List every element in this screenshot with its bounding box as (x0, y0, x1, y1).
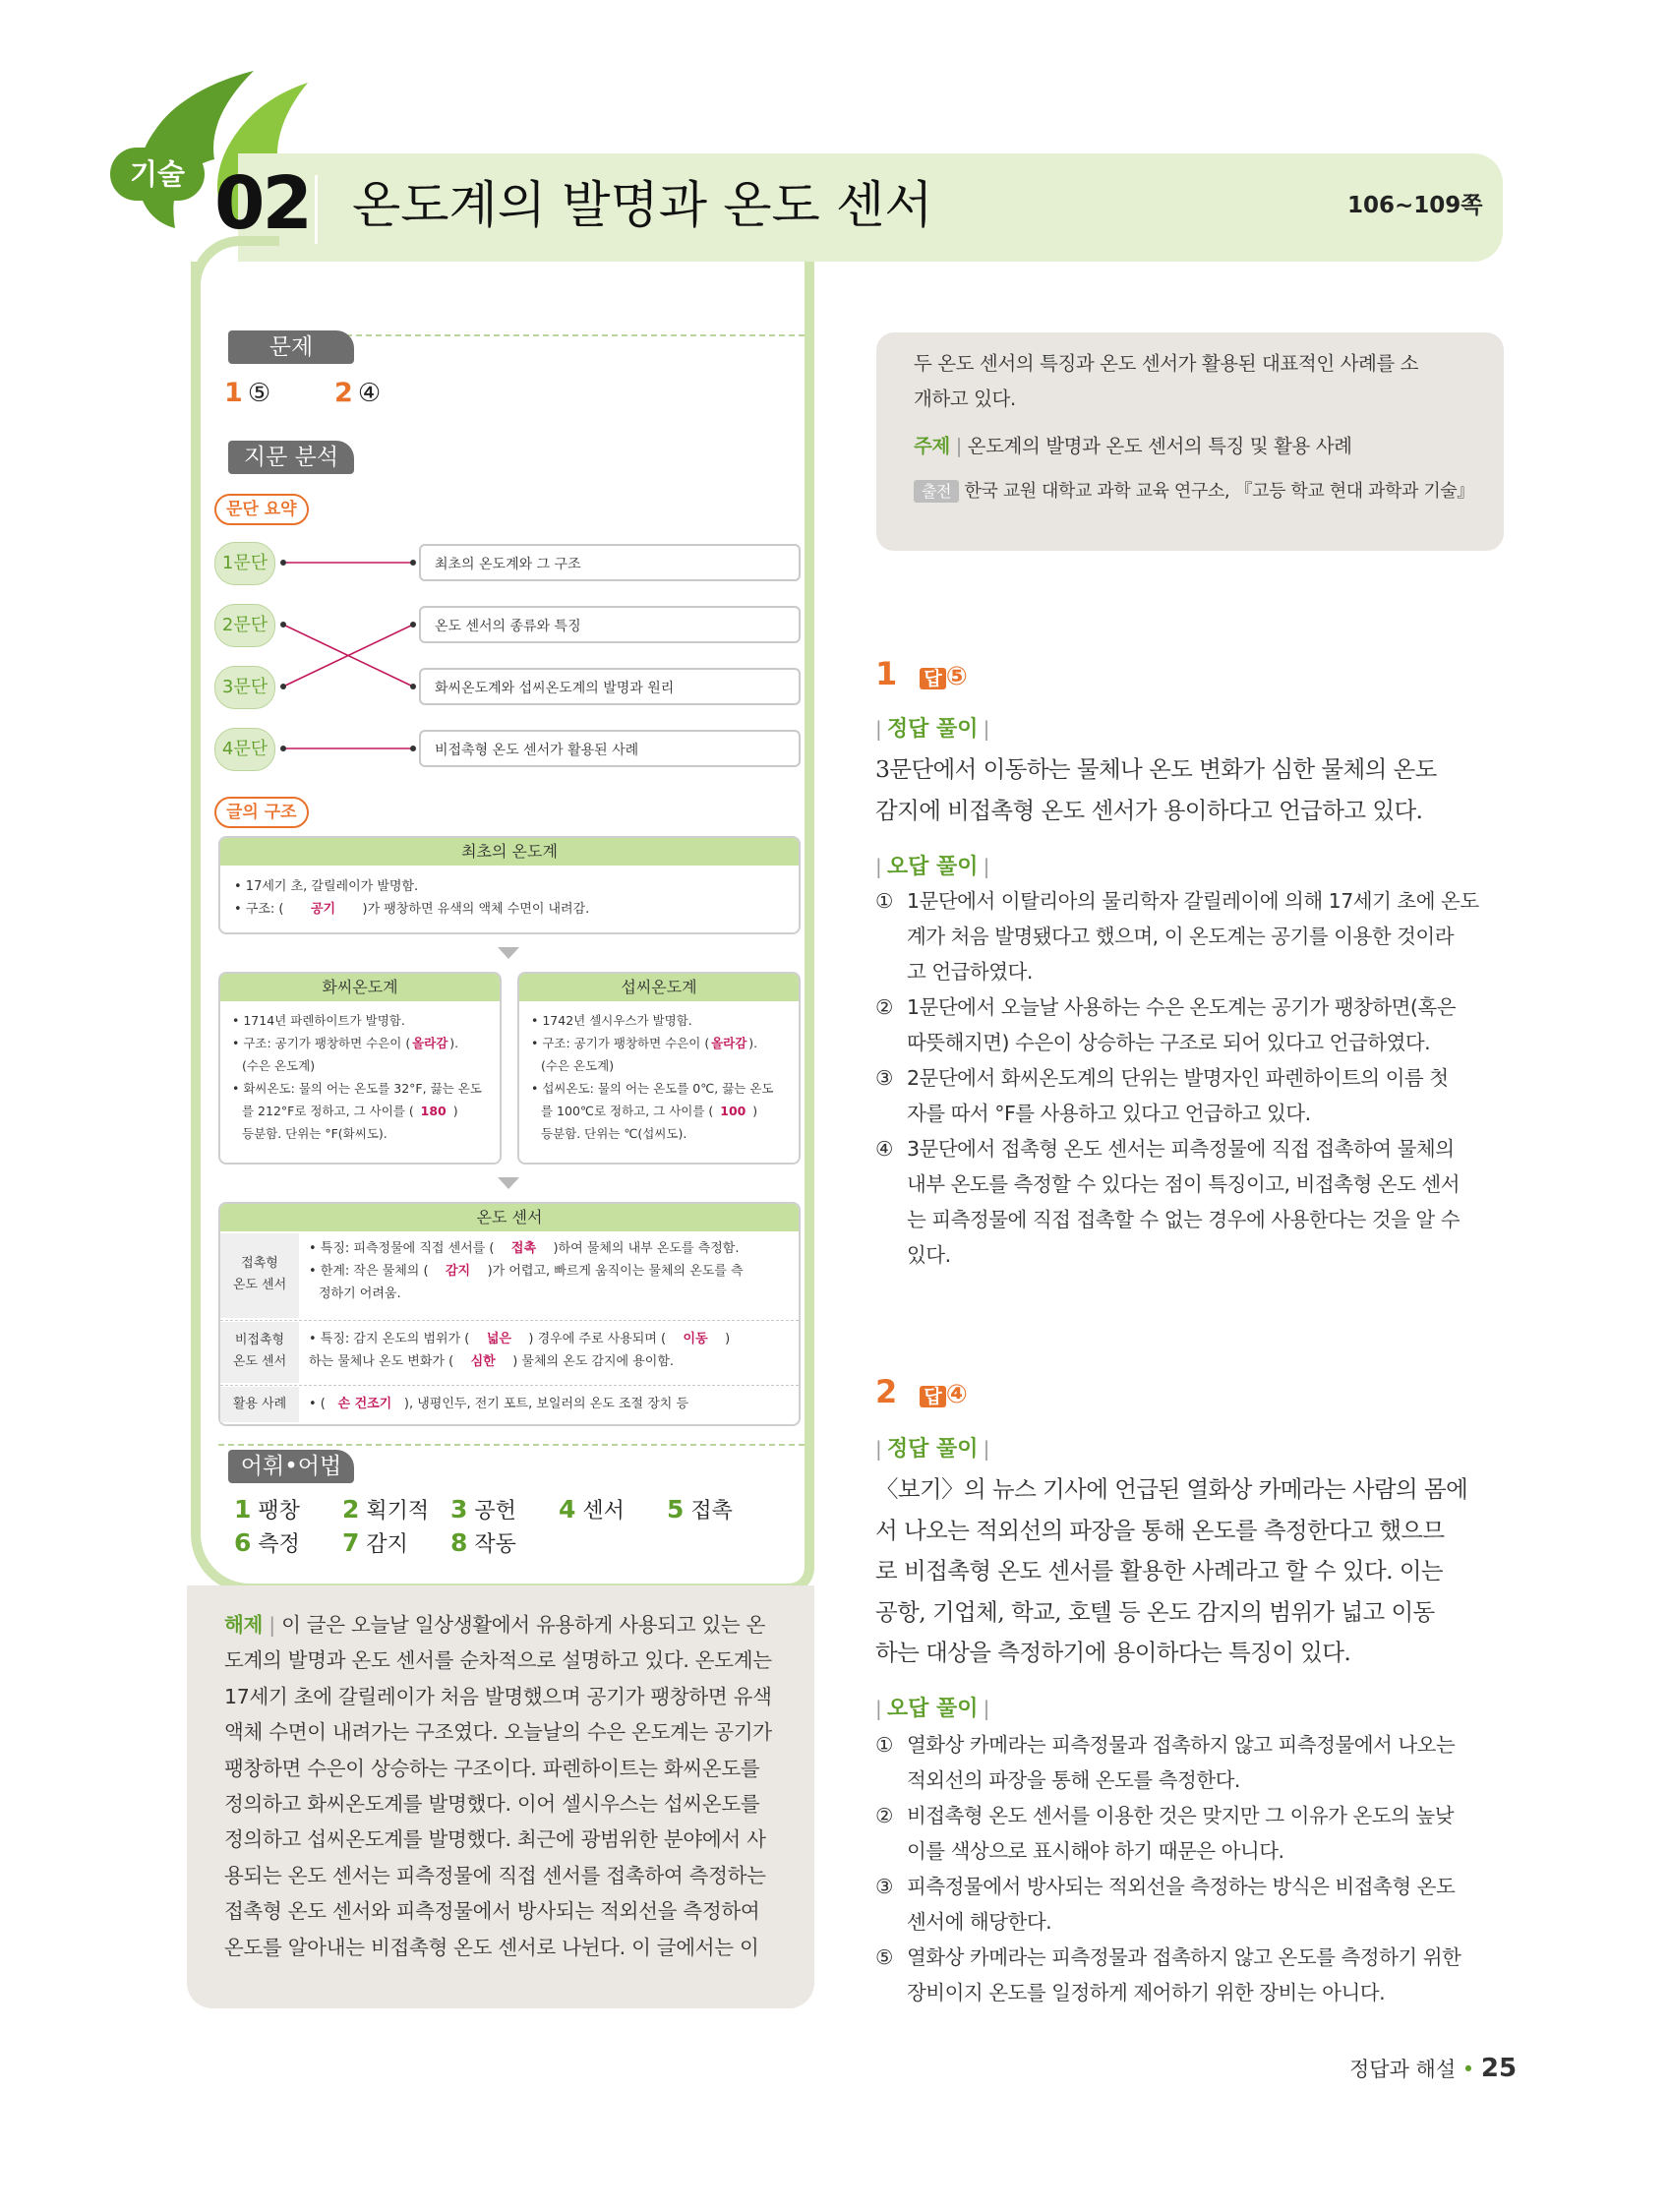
vocab-item: 6 측정 (234, 1528, 300, 1557)
page-title: 온도계의 발명과 온도 센서 (352, 177, 933, 235)
summary-1: 최초의 온도계와 그 구조 (419, 544, 801, 581)
problem-label: 문제 (228, 330, 354, 364)
q2-correct-text: 〈보기〉의 뉴스 기사에 언급된 열화상 카메라는 사람의 몸에 서 나오는 적외선의 파장을 통해 온도를 측정한다고 했으므 로 비접촉형 온도 센서를 활용한 사례라고 할 수 있다. 이는 공항, 기업체, 학교, 호텔 등 온도 감지의 범위가 넓고 이동 하는 대상을 측정하기에 용이하다는 특징이 있다. (875, 1475, 1468, 1666)
q1-header: 1 답 ⑤ (875, 655, 968, 692)
first-thermometer-title: 최초의 온도계 (220, 838, 799, 866)
vocab-item: 2 획기적 (342, 1495, 430, 1524)
vocab-item: 8 작동 (450, 1528, 516, 1557)
contact-sensor-desc: • 특징: 피측정물에 직접 센서를 ( 접촉 )하여 물체의 내부 온도를 측정함. • 한계: 작은 물체의 ( 감지 )가 어렵고, 빠르게 움직이는 물체의 온도를 측 정하기 어려움. (309, 1241, 744, 1301)
sensor-title: 온도 센서 (220, 1204, 799, 1231)
fahrenheit-line: 를 212°F로 정하고, 그 사이를 ( 180 ) (242, 1104, 458, 1118)
q1-wrong-heading: | 오답 풀이 | (875, 855, 990, 879)
summary-line: 액체 수면이 내려가는 구조였다. 오늘날의 수은 온도계는 공기가 (224, 1720, 772, 1745)
vocab-item: 3 공헌 (450, 1495, 516, 1524)
connector-lines (275, 541, 423, 777)
theme-box-line: 두 온도 센서의 특징과 온도 센서가 활용된 대표적인 사례를 소 (914, 352, 1419, 375)
theme-box (876, 332, 1504, 551)
q1-option: ① 1문단에서 이탈리아의 물리학자 갈릴레이에 의해 17세기 초에 온도 계가 처음 발명됐다고 했으며, 이 온도계는 공기를 이용한 것이라 고 언급하였다. (875, 889, 1479, 984)
summary-line: 팽창하면 수은이 상승하는 구조이다. 파렌하이트는 화씨온도를 (224, 1756, 760, 1780)
contact-sensor-label: 접촉형 온도 센서 (220, 1233, 299, 1318)
usage-desc: • ( 손 건조기 ), 냉평인두, 전기 포트, 보일러의 온도 조절 장치 등 (309, 1397, 689, 1411)
summary-line: 해제 | 이 글은 오늘날 일상생활에서 유용하게 사용되고 있는 온 (224, 1613, 766, 1637)
summary-line: 도계의 발명과 온도 센서를 순차적으로 설명하고 있다. 온도계는 (224, 1648, 772, 1673)
q2-option: ③ 피측정물에서 방사되는 적외선을 측정하는 방식은 비접촉형 온도 센서에 해당한다. (875, 1875, 1456, 1934)
noncontact-sensor-label: 비접촉형 온도 센서 (220, 1322, 299, 1383)
section-number: 02 (214, 161, 310, 246)
analysis-label: 지문 분석 (228, 441, 354, 474)
q2-option: ① 열화상 카메라는 피측정물과 접촉하지 않고 피측정물에서 나오는 적외선의 파장을 통해 온도를 측정한다. (875, 1733, 1456, 1792)
fahrenheit-title: 화씨온도계 (220, 974, 500, 1001)
q2-option: ② 비접촉형 온도 센서를 이용한 것은 맞지만 그 이유가 온도의 높낮 이를 색상으로 표시해야 하기 때문은 아니다. (875, 1804, 1455, 1863)
celsius-line: (수은 온도계) (541, 1058, 615, 1073)
page-range: 106~109쪽 (1347, 193, 1483, 218)
q2-header: 2 답 ④ (875, 1373, 968, 1410)
arrow-down-icon (498, 1177, 519, 1189)
fahrenheit-box (218, 972, 502, 1165)
q2-option: ⑤ 열화상 카메라는 피측정물과 접촉하지 않고 온도를 측정하기 위한 장비이지 온도를 일정하게 제어하기 위한 장비는 아니다. (875, 1945, 1461, 2004)
fahrenheit-line: • 구조: 공기가 팽창하면 수은이 ( 올라감 ). (232, 1036, 459, 1050)
dashed-divider (218, 1444, 805, 1446)
page-number: 25 (1480, 2054, 1518, 2083)
theme-line: 주제 | 온도계의 발명과 온도 센서의 특징 및 활용 사례 (914, 435, 1352, 457)
first-thermo-line2: • 구조: ( 공기 )가 팽창하면 유색의 액체 수면이 내려감. (234, 902, 590, 917)
row-divider (220, 1320, 799, 1321)
theme-box-line: 개하고 있다. (914, 388, 1016, 410)
q2-wrong-heading: | 오답 풀이 | (875, 1697, 990, 1721)
fahrenheit-line: • 1714년 파렌하이트가 발명함. (232, 1013, 405, 1028)
row-divider (220, 1385, 799, 1386)
answer-1: 1 ⑤ (224, 378, 271, 408)
arrow-down-icon (498, 947, 519, 959)
header-divider (315, 175, 318, 244)
summary-line: 17세기 초에 갈릴레이가 처음 발명했으며 공기가 팽창하면 유색 (224, 1684, 772, 1708)
celsius-title: 섭씨온도계 (519, 974, 799, 1001)
q1-correct-heading: | 정답 풀이 | (875, 717, 990, 742)
vocab-item: 5 접촉 (667, 1495, 733, 1524)
noncontact-sensor-desc: • 특징: 감지 온도의 범위가 ( 넓은 ) 경우에 주로 사용되며 ( 이동 ) 하는 물체나 온도 변화가 ( 심한 ) 물체의 온도 감지에 용이함. (309, 1332, 731, 1369)
celsius-line: • 1742년 셀시우스가 발명함. (531, 1013, 692, 1028)
celsius-box (517, 972, 801, 1165)
summary-line: 접촉형 온도 센서와 피측정물에서 방사되는 적외선을 측정하여 (224, 1899, 760, 1924)
q2-correct-heading: | 정답 풀이 | (875, 1437, 990, 1462)
summary-line: 정의하고 화씨온도계를 발명했다. 이어 셀시우스는 섭씨온도를 (224, 1792, 760, 1817)
structure-tag: 글의 구조 (214, 797, 309, 828)
summary-3: 화씨온도계와 섭씨온도계의 발명과 원리 (419, 668, 801, 705)
q1-options (875, 883, 1505, 1273)
summary-4: 비접촉형 온도 센서가 활용된 사례 (419, 730, 801, 767)
celsius-line: 를 100℃로 정하고, 그 사이를 ( 100 ) (541, 1104, 758, 1118)
first-thermo-line1: • 17세기 초, 갈릴레이가 발명함. (234, 879, 419, 894)
summary-box (187, 1585, 814, 2008)
para-label-2: 2문단 (214, 604, 275, 647)
celsius-line: • 섭씨온도: 물의 어는 온도를 0℃, 끓는 온도 (531, 1081, 774, 1096)
vocab-item: 1 팽창 (234, 1495, 300, 1524)
para-label-3: 3문단 (214, 666, 275, 709)
para-label-1: 1문단 (214, 542, 275, 585)
q1-correct-text: 3문단에서 이동하는 물체나 온도 변화가 심한 물체의 온도 감지에 비접촉형 온도 센서가 용이하다고 언급하고 있다. (875, 755, 1437, 824)
answer-2: 2 ④ (334, 378, 382, 408)
celsius-line: 등분함. 단위는 ℃(섭씨도). (541, 1126, 687, 1141)
fahrenheit-line: 등분함. 단위는 °F(화씨도). (242, 1126, 388, 1141)
q1-option: ③ 2문단에서 화씨온도계의 단위는 발명자인 파렌하이트의 이름 첫 자를 따서 °F를 사용하고 있다고 언급하고 있다. (875, 1066, 1449, 1125)
celsius-line: • 구조: 공기가 팽창하면 수은이 ( 올라감 ). (531, 1036, 758, 1050)
q1-option: ④ 3문단에서 접촉형 온도 센서는 피측정물에 직접 접촉하여 물체의 내부 온도를 측정할 수 있다는 점이 특징이고, 비접촉형 온도 센서 는 피측정물에 직접 접촉할 수 없는 경우에 사용한다는 것을 알 수 있다. (875, 1137, 1461, 1267)
page-footer: 정답과 해설 • 25 (1349, 2054, 1518, 2083)
usage-label: 활용 사례 (220, 1387, 299, 1422)
first-thermometer-box (218, 836, 801, 934)
q2-options (875, 1727, 1505, 2010)
vocab-item: 7 감지 (342, 1528, 408, 1557)
section-tag: 기술 (110, 148, 205, 201)
summary-line: 용되는 온도 센서는 피측정물에 직접 센서를 접촉하여 측정하는 (224, 1863, 766, 1887)
source-line: 출전 한국 교원 대학교 과학 교육 연구소, 『고등 학교 현대 과학과 기술』 (914, 474, 1474, 509)
fahrenheit-line: (수은 온도계) (242, 1058, 316, 1073)
fahrenheit-line: • 화씨온도: 물의 어는 온도를 32°F, 끓는 온도 (232, 1081, 482, 1096)
q1-option: ② 1문단에서 오늘날 사용하는 수은 온도계는 공기가 팽창하면(혹은 따뜻해지면) 수은이 상승하는 구조로 되어 있다고 언급하였다. (875, 995, 1457, 1054)
summary-line: 온도를 알아내는 비접촉형 온도 센서로 나뉜다. 이 글에서는 이 (224, 1935, 759, 1959)
para-summary-tag: 문단 요약 (214, 494, 309, 525)
summary-line: 정의하고 섭씨온도계를 발명했다. 최근에 광범위한 분야에서 사 (224, 1827, 766, 1852)
sensor-box (218, 1202, 801, 1426)
vocab-item: 4 센서 (559, 1495, 625, 1524)
para-label-4: 4문단 (214, 728, 275, 771)
summary-2: 온도 센서의 종류와 특징 (419, 606, 801, 643)
vocab-label: 어휘•어법 (228, 1450, 354, 1483)
